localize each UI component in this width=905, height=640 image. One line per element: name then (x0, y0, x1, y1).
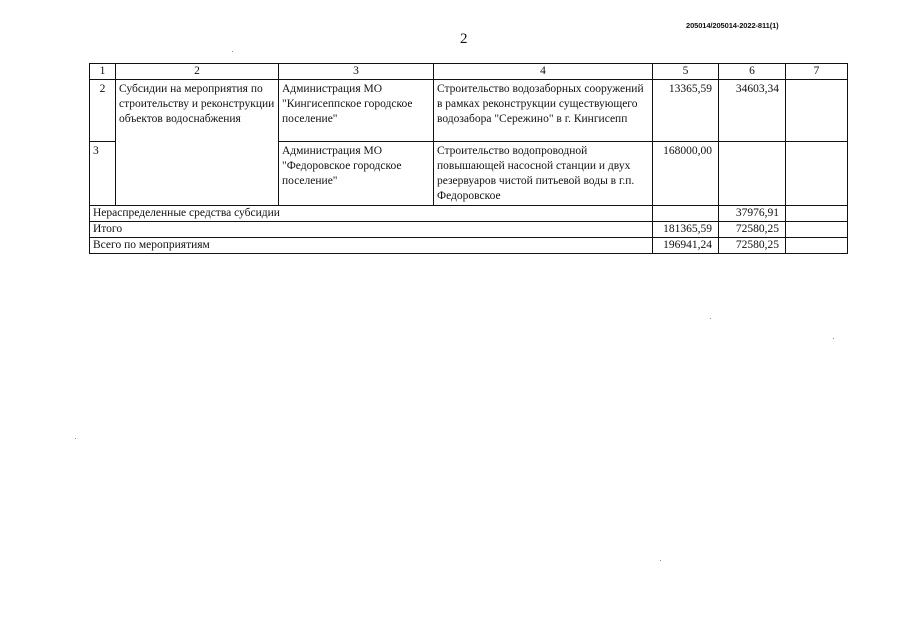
summary-row (90, 222, 848, 238)
scan-speck (75, 438, 76, 439)
col6-cell: 72580,25 (719, 222, 786, 238)
col7-cell (786, 142, 848, 206)
table-header-row (90, 64, 848, 80)
row-number: 2 (90, 80, 116, 142)
header-cell-1: 1 (90, 64, 116, 80)
col7-cell (786, 206, 848, 222)
summary-label: Всего по мероприятиям (90, 238, 653, 254)
table-row (90, 80, 848, 142)
row-number: 3 (90, 142, 116, 206)
summary-label: Итого (90, 222, 653, 238)
page-number: 2 (460, 31, 468, 47)
col6-cell: 34603,34 (719, 80, 786, 142)
summary-row (90, 238, 848, 254)
col7-cell (786, 238, 848, 254)
header-cell-5: 5 (653, 64, 719, 80)
col5-cell: 168000,00 (653, 142, 719, 206)
header-cell-6: 6 (719, 64, 786, 80)
header-cell-7: 7 (786, 64, 848, 80)
scan-speck (660, 560, 661, 561)
col6-cell (719, 142, 786, 206)
col6-cell: 37976,91 (719, 206, 786, 222)
col7-cell (786, 222, 848, 238)
recipient-cell: Администрация МО "Федоровское городское поселение" (279, 142, 434, 206)
object-cell: Строительство водозаборных сооружений в рамках реконструкции существующего водозабора "Сережино" в г. Кингисепп (434, 80, 653, 142)
header-cell-3: 3 (279, 64, 434, 80)
object-cell: Строительство водопроводной повышающей насосной станции и двух резервуаров чистой питьевой воды в г.п. Федоровское (434, 142, 653, 206)
summary-label: Нераспределенные средства субсидии (90, 206, 653, 222)
scan-speck (232, 51, 233, 52)
scan-speck (833, 338, 834, 339)
col6-cell: 72580,25 (719, 238, 786, 254)
scan-speck (710, 318, 711, 319)
measure-cell: Субсидии на мероприятия по строительству и реконструкции объектов водоснабжения (116, 80, 279, 206)
header-cell-4: 4 (434, 64, 653, 80)
col5-cell: 181365,59 (653, 222, 719, 238)
header-cell-2: 2 (116, 64, 279, 80)
col5-cell: 196941,24 (653, 238, 719, 254)
col5-cell (653, 206, 719, 222)
subsidy-table (89, 63, 848, 254)
col5-cell: 13365,59 (653, 80, 719, 142)
col7-cell (786, 80, 848, 142)
summary-row (90, 206, 848, 222)
document-id: 205014/205014-2022-811(1) (686, 21, 779, 30)
recipient-cell: Администрация МО "Кингисеппское городское поселение" (279, 80, 434, 142)
